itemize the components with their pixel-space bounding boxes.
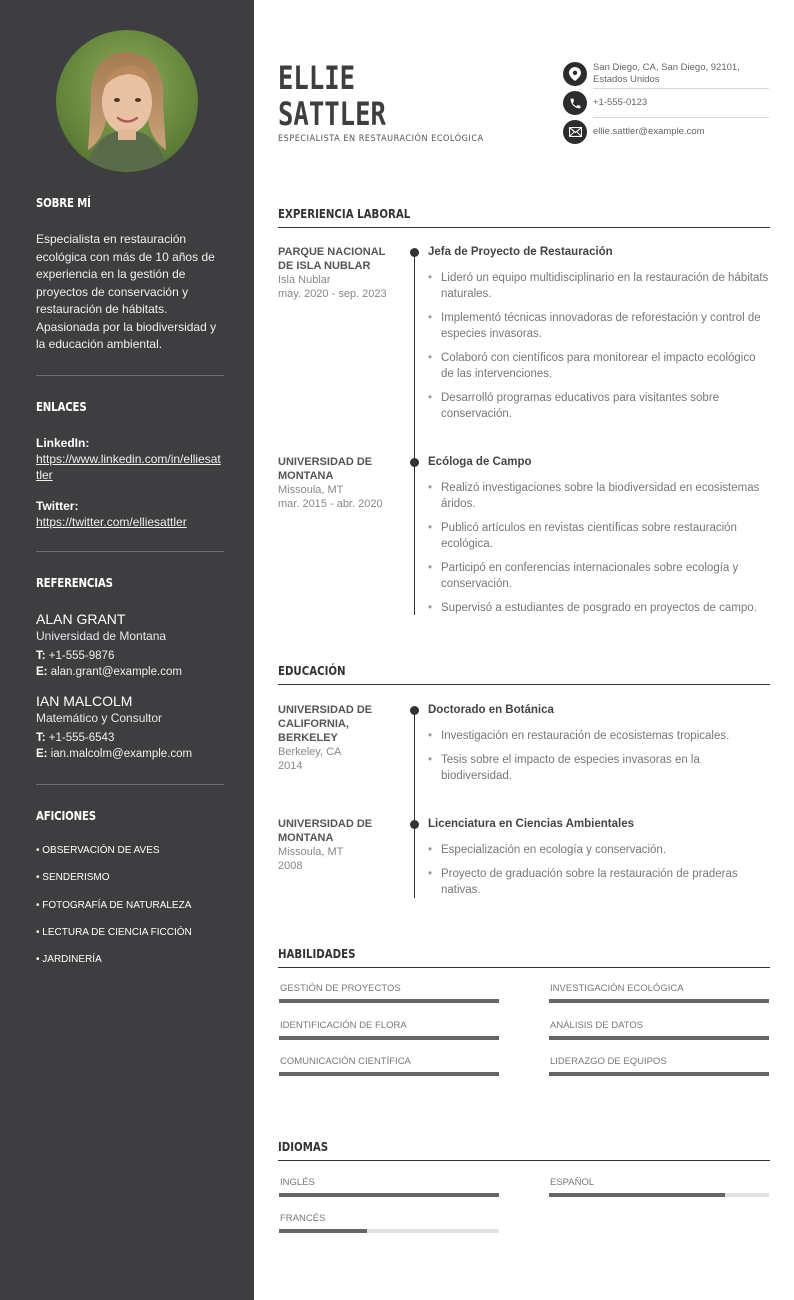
- list-item: • Realizó investigaciones sobre la biodiversidad en ecosistemas áridos.: [428, 480, 770, 512]
- link-twitter: [36, 498, 224, 530]
- education-location: Berkeley, CA: [278, 746, 342, 758]
- link-twitter-label: Twitter:: [36, 499, 79, 513]
- education-org: UNIVERSIDAD DE CALIFORNIA, BERKELEY Berkeley, CA 2014: [278, 703, 396, 773]
- timeline-dot: [410, 820, 419, 829]
- list-item: • Publicó artículos en revistas científicas sobre restauración ecológica.: [428, 520, 770, 552]
- skill-label: GESTIÓN DE PROYECTOS: [280, 983, 401, 994]
- profile-photo: [56, 30, 198, 172]
- skill-bar-fill: [549, 1072, 769, 1076]
- language-bar: [549, 1193, 769, 1197]
- link-linkedin: [36, 435, 224, 483]
- education-degree: Doctorado en Botánica: [428, 704, 554, 716]
- about-section: [36, 196, 224, 210]
- list-item: • Tesis sobre el impacto de especies invasoras en la biodiversidad.: [428, 752, 770, 784]
- portrait-image: [56, 30, 198, 172]
- language-label: ESPAÑOL: [550, 1177, 595, 1188]
- hobbies-section: [36, 809, 224, 823]
- experience-org: UNIVERSIDAD DE MONTANA Missoula, MT mar. 2015 - abr. 2020: [278, 455, 396, 511]
- education-dates: 2014: [278, 760, 303, 772]
- skill-item: [279, 983, 499, 1003]
- language-bar-fill: [279, 1229, 367, 1233]
- contact-phone-text: +1-555-0123: [593, 97, 648, 108]
- skill-bar: [279, 1036, 499, 1040]
- skill-bar-fill: [549, 999, 769, 1003]
- hobby-item: • SENDERISMO: [36, 872, 110, 883]
- contact-email-text: ellie.sattler@example.com: [593, 126, 705, 137]
- skill-item: [549, 1020, 769, 1040]
- sidebar-divider: [36, 375, 224, 376]
- reference-2: [36, 692, 224, 762]
- education-location: Missoula, MT: [278, 846, 344, 858]
- links-section: [36, 400, 224, 414]
- location-pin-icon: [563, 62, 587, 86]
- list-item: • Proyecto de graduación sobre la restauración de praderas nativas.: [428, 866, 770, 898]
- experience-role: Ecóloga de Campo: [428, 456, 532, 468]
- experience-dates: may. 2020 - sep. 2023: [278, 288, 387, 300]
- skill-label: LIDERAZGO DE EQUIPOS: [550, 1056, 667, 1067]
- hobbies-list: [36, 845, 224, 975]
- skill-item: [549, 1056, 769, 1076]
- reference-role: Matemático y Consultor: [36, 711, 163, 725]
- language-item: [549, 1177, 769, 1197]
- skill-item: [279, 1020, 499, 1040]
- phone-icon: [563, 91, 587, 115]
- reference-1: [36, 610, 224, 680]
- skill-bar-fill: [549, 1036, 769, 1040]
- language-item: [279, 1213, 499, 1233]
- contact-email: [563, 120, 769, 144]
- skill-bar: [279, 1072, 499, 1076]
- skill-bar: [549, 1036, 769, 1040]
- education-timeline: [414, 710, 415, 898]
- hobby-item: • JARDINERÍA: [36, 954, 102, 965]
- list-item: • Supervisó a estudiantes de posgrado en proyectos de campo.: [428, 600, 770, 616]
- links-heading: ENLACES: [36, 400, 87, 414]
- contact-divider: [593, 88, 769, 89]
- education-dates: 2008: [278, 860, 303, 872]
- experience-heading: EXPERIENCIA LABORAL: [278, 207, 770, 228]
- experience-location: Missoula, MT: [278, 484, 344, 496]
- link-linkedin-url[interactable]: https://www.linkedin.com/in/elliesattler: [36, 452, 221, 482]
- list-item: • Participó en conferencias internacionales sobre ecología y conservación.: [428, 560, 770, 592]
- language-item: [279, 1177, 499, 1197]
- sidebar-divider: [36, 551, 224, 552]
- education-org: UNIVERSIDAD DE MONTANA Missoula, MT 2008: [278, 817, 396, 873]
- experience-bullets: [428, 480, 770, 616]
- skill-bar-fill: [279, 1072, 499, 1076]
- timeline-dot: [410, 458, 419, 467]
- skill-item: [549, 983, 769, 1003]
- hobby-item: • LECTURA DE CIENCIA FICCIÓN: [36, 927, 192, 938]
- job-title: ESPECIALISTA EN RESTAURACIÓN ECOLÓGICA: [278, 134, 484, 144]
- language-bar: [279, 1229, 499, 1233]
- education-degree: Licenciatura en Ciencias Ambientales: [428, 818, 635, 830]
- reference-name: ALAN GRANT: [36, 611, 126, 627]
- experience-role: Jefa de Proyecto de Restauración: [428, 246, 613, 258]
- list-item: • Desarrolló programas educativos para visitantes sobre conservación.: [428, 390, 770, 422]
- timeline-dot: [410, 248, 419, 257]
- refs-heading: REFERENCIAS: [36, 576, 113, 590]
- email-icon: [563, 120, 587, 144]
- experience-location: Isla Nublar: [278, 274, 331, 286]
- list-item: • Investigación en restauración de ecosistemas tropicales.: [428, 728, 770, 744]
- education-bullets: [428, 842, 770, 898]
- language-label: INGLÉS: [280, 1177, 315, 1188]
- hobby-item: • OBSERVACIÓN DE AVES: [36, 845, 160, 856]
- hobbies-heading: AFICIONES: [36, 809, 96, 823]
- about-heading: SOBRE MÍ: [36, 196, 91, 210]
- reference-email: E: alan.grant@example.com: [36, 666, 182, 678]
- skill-item: [279, 1056, 499, 1076]
- timeline-dot: [410, 706, 419, 715]
- contact-address-text: San Diego, CA, San Diego, 92101, Estados Unidos: [593, 62, 740, 85]
- skill-bar-fill: [279, 999, 499, 1003]
- experience-bullets: [428, 270, 770, 422]
- link-linkedin-label: LinkedIn:: [36, 436, 90, 450]
- refs-section: [36, 576, 224, 590]
- experience-org: PARQUE NACIONAL DE ISLA NUBLAR Isla Nublar may. 2020 - sep. 2023: [278, 245, 396, 301]
- reference-email: E: ian.malcolm@example.com: [36, 748, 193, 760]
- contact-divider: [593, 117, 769, 118]
- contact-address: [563, 62, 769, 86]
- skill-bar-fill: [279, 1036, 499, 1040]
- skills-heading: HABILIDADES: [278, 947, 770, 968]
- reference-phone: T: +1-555-9876: [36, 650, 115, 662]
- language-bar: [279, 1193, 499, 1197]
- skill-bar: [279, 999, 499, 1003]
- skill-label: ANÁLISIS DE DATOS: [550, 1020, 644, 1031]
- education-bullets: [428, 728, 770, 784]
- sidebar-divider: [36, 784, 224, 785]
- about-text: Especialista en restauración ecológica con más de 10 años de experiencia en la gestión de proyectos de conservación y restauración de hábitats. Apasionada por la biodiversidad y la educación ambiental.: [36, 232, 217, 351]
- language-bar-fill: [549, 1193, 725, 1197]
- skill-label: COMUNICACIÓN CIENTÍFICA: [280, 1056, 411, 1067]
- list-item: • Colaboró con científicos para monitorear el impacto ecológico de las intervenciones.: [428, 350, 770, 382]
- education-heading: EDUCACIÓN: [278, 664, 770, 685]
- skill-bar: [549, 1072, 769, 1076]
- skill-bar: [549, 999, 769, 1003]
- list-item: • Implementó técnicas innovadoras de reforestación y control de especies invasoras.: [428, 310, 770, 342]
- reference-phone: T: +1-555-6543: [36, 732, 115, 744]
- hobby-item: • FOTOGRAFÍA DE NATURALEZA: [36, 900, 192, 911]
- experience-dates: mar. 2015 - abr. 2020: [278, 498, 383, 510]
- list-item: • Especialización en ecología y conservación.: [428, 842, 770, 858]
- reference-name: IAN MALCOLM: [36, 693, 133, 709]
- skill-label: INVESTIGACIÓN ECOLÓGICA: [550, 983, 684, 994]
- list-item: • Lideró un equipo multidisciplinario en la restauración de hábitats naturales.: [428, 270, 770, 302]
- languages-heading: IDIOMAS: [278, 1140, 770, 1161]
- skill-label: IDENTIFICACIÓN DE FLORA: [280, 1020, 407, 1031]
- contact-phone: [563, 91, 769, 115]
- language-bar-fill: [279, 1193, 499, 1197]
- language-label: FRANCÉS: [280, 1213, 326, 1224]
- reference-role: Universidad de Montana: [36, 629, 167, 643]
- link-twitter-url[interactable]: https://twitter.com/elliesattler: [36, 515, 187, 529]
- experience-timeline: [414, 252, 415, 615]
- candidate-name: ELLIE SATTLER: [278, 59, 386, 133]
